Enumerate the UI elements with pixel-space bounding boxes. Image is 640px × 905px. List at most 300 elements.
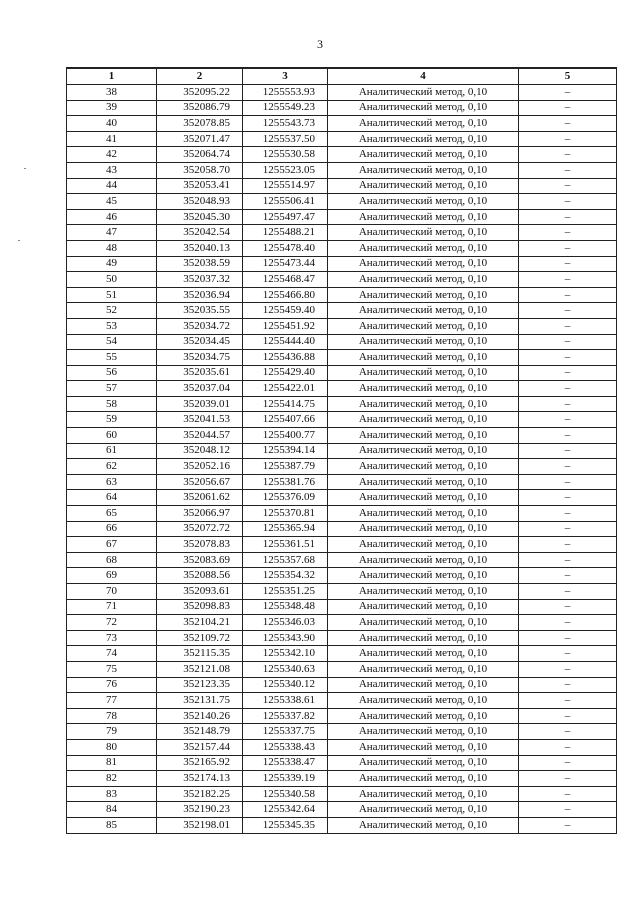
point-number-cell: 50 xyxy=(67,272,157,288)
table-row xyxy=(67,506,617,522)
note-cell: – xyxy=(519,771,617,787)
note-cell: – xyxy=(519,256,617,272)
table-row xyxy=(67,428,617,444)
table-row xyxy=(67,724,617,740)
method-cell: Аналитический метод, 0,10 xyxy=(328,459,519,475)
note-cell: – xyxy=(519,677,617,693)
table-row xyxy=(67,568,617,584)
table-row xyxy=(67,474,617,490)
method-cell: Аналитический метод, 0,10 xyxy=(328,85,519,101)
method-cell: Аналитический метод, 0,10 xyxy=(328,381,519,397)
point-number-cell: 75 xyxy=(67,661,157,677)
method-cell: Аналитический метод, 0,10 xyxy=(328,521,519,537)
y-coordinate-cell: 1255361.51 xyxy=(243,537,328,553)
method-cell: Аналитический метод, 0,10 xyxy=(328,428,519,444)
table-row xyxy=(67,490,617,506)
note-cell: – xyxy=(519,272,617,288)
point-number-cell: 77 xyxy=(67,693,157,709)
table-row xyxy=(67,615,617,631)
table-row xyxy=(67,194,617,210)
y-coordinate-cell: 1255351.25 xyxy=(243,584,328,600)
x-coordinate-cell: 352052.16 xyxy=(157,459,243,475)
y-coordinate-cell: 1255459.40 xyxy=(243,303,328,319)
method-cell: Аналитический метод, 0,10 xyxy=(328,584,519,600)
point-number-cell: 66 xyxy=(67,521,157,537)
method-cell: Аналитический метод, 0,10 xyxy=(328,443,519,459)
method-cell: Аналитический метод, 0,10 xyxy=(328,131,519,147)
note-cell: – xyxy=(519,646,617,662)
y-coordinate-cell: 1255514.97 xyxy=(243,178,328,194)
note-cell: – xyxy=(519,396,617,412)
method-cell: Аналитический метод, 0,10 xyxy=(328,490,519,506)
method-cell: Аналитический метод, 0,10 xyxy=(328,615,519,631)
table-row xyxy=(67,209,617,225)
y-coordinate-cell: 1255422.01 xyxy=(243,381,328,397)
x-coordinate-cell: 352042.54 xyxy=(157,225,243,241)
y-coordinate-cell: 1255553.93 xyxy=(243,85,328,101)
y-coordinate-cell: 1255478.40 xyxy=(243,240,328,256)
y-coordinate-cell: 1255338.47 xyxy=(243,755,328,771)
x-coordinate-cell: 352140.26 xyxy=(157,708,243,724)
method-cell: Аналитический метод, 0,10 xyxy=(328,630,519,646)
point-number-cell: 57 xyxy=(67,381,157,397)
table-row xyxy=(67,630,617,646)
y-coordinate-cell: 1255537.50 xyxy=(243,131,328,147)
x-coordinate-cell: 352198.01 xyxy=(157,817,243,833)
y-coordinate-cell: 1255381.76 xyxy=(243,474,328,490)
method-cell: Аналитический метод, 0,10 xyxy=(328,287,519,303)
x-coordinate-cell: 352056.67 xyxy=(157,474,243,490)
y-coordinate-cell: 1255451.92 xyxy=(243,318,328,334)
x-coordinate-cell: 352053.41 xyxy=(157,178,243,194)
point-number-cell: 61 xyxy=(67,443,157,459)
table-row xyxy=(67,537,617,553)
y-coordinate-cell: 1255338.43 xyxy=(243,739,328,755)
table-row xyxy=(67,786,617,802)
point-number-cell: 52 xyxy=(67,303,157,319)
table-row xyxy=(67,459,617,475)
table-row xyxy=(67,240,617,256)
x-coordinate-cell: 352190.23 xyxy=(157,802,243,818)
coordinates-table xyxy=(66,67,617,834)
point-number-cell: 47 xyxy=(67,225,157,241)
x-coordinate-cell: 352115.35 xyxy=(157,646,243,662)
table-row xyxy=(67,365,617,381)
x-coordinate-cell: 352034.75 xyxy=(157,350,243,366)
table-row xyxy=(67,646,617,662)
method-cell: Аналитический метод, 0,10 xyxy=(328,771,519,787)
method-cell: Аналитический метод, 0,10 xyxy=(328,739,519,755)
note-cell: – xyxy=(519,303,617,319)
method-cell: Аналитический метод, 0,10 xyxy=(328,147,519,163)
point-number-cell: 82 xyxy=(67,771,157,787)
method-cell: Аналитический метод, 0,10 xyxy=(328,162,519,178)
y-coordinate-cell: 1255337.75 xyxy=(243,724,328,740)
x-coordinate-cell: 352104.21 xyxy=(157,615,243,631)
y-coordinate-cell: 1255387.79 xyxy=(243,459,328,475)
header-col-3: 3 xyxy=(243,68,328,85)
note-cell: – xyxy=(519,615,617,631)
x-coordinate-cell: 352045.30 xyxy=(157,209,243,225)
table-row xyxy=(67,412,617,428)
x-coordinate-cell: 352040.13 xyxy=(157,240,243,256)
note-cell: – xyxy=(519,786,617,802)
method-cell: Аналитический метод, 0,10 xyxy=(328,802,519,818)
note-cell: – xyxy=(519,131,617,147)
note-cell: – xyxy=(519,739,617,755)
x-coordinate-cell: 352039.01 xyxy=(157,396,243,412)
note-cell: – xyxy=(519,802,617,818)
table-row xyxy=(67,381,617,397)
table-row xyxy=(67,739,617,755)
table-row xyxy=(67,85,617,101)
note-cell: – xyxy=(519,240,617,256)
table-row xyxy=(67,303,617,319)
method-cell: Аналитический метод, 0,10 xyxy=(328,599,519,615)
table-row xyxy=(67,256,617,272)
header-col-2: 2 xyxy=(157,68,243,85)
note-cell: – xyxy=(519,459,617,475)
note-cell: – xyxy=(519,428,617,444)
point-number-cell: 49 xyxy=(67,256,157,272)
note-cell: – xyxy=(519,334,617,350)
table-row xyxy=(67,521,617,537)
point-number-cell: 71 xyxy=(67,599,157,615)
table-row xyxy=(67,708,617,724)
table-row xyxy=(67,147,617,163)
point-number-cell: 56 xyxy=(67,365,157,381)
point-number-cell: 55 xyxy=(67,350,157,366)
point-number-cell: 76 xyxy=(67,677,157,693)
note-cell: – xyxy=(519,147,617,163)
table-row xyxy=(67,350,617,366)
page-number: 3 xyxy=(317,37,323,51)
x-coordinate-cell: 352088.56 xyxy=(157,568,243,584)
x-coordinate-cell: 352093.61 xyxy=(157,584,243,600)
point-number-cell: 62 xyxy=(67,459,157,475)
point-number-cell: 84 xyxy=(67,802,157,818)
y-coordinate-cell: 1255414.75 xyxy=(243,396,328,412)
y-coordinate-cell: 1255488.21 xyxy=(243,225,328,241)
table-row xyxy=(67,677,617,693)
y-coordinate-cell: 1255549.23 xyxy=(243,100,328,116)
point-number-cell: 72 xyxy=(67,615,157,631)
note-cell: – xyxy=(519,100,617,116)
note-cell: – xyxy=(519,661,617,677)
point-number-cell: 74 xyxy=(67,646,157,662)
point-number-cell: 44 xyxy=(67,178,157,194)
point-number-cell: 59 xyxy=(67,412,157,428)
x-coordinate-cell: 352095.22 xyxy=(157,85,243,101)
y-coordinate-cell: 1255346.03 xyxy=(243,615,328,631)
note-cell: – xyxy=(519,537,617,553)
point-number-cell: 60 xyxy=(67,428,157,444)
table-row xyxy=(67,599,617,615)
point-number-cell: 70 xyxy=(67,584,157,600)
y-coordinate-cell: 1255357.68 xyxy=(243,552,328,568)
method-cell: Аналитический метод, 0,10 xyxy=(328,116,519,132)
x-coordinate-cell: 352121.08 xyxy=(157,661,243,677)
y-coordinate-cell: 1255407.66 xyxy=(243,412,328,428)
scan-speck xyxy=(18,240,20,241)
note-cell: – xyxy=(519,817,617,833)
method-cell: Аналитический метод, 0,10 xyxy=(328,568,519,584)
method-cell: Аналитический метод, 0,10 xyxy=(328,817,519,833)
point-number-cell: 85 xyxy=(67,817,157,833)
y-coordinate-cell: 1255348.48 xyxy=(243,599,328,615)
point-number-cell: 78 xyxy=(67,708,157,724)
table-row xyxy=(67,661,617,677)
x-coordinate-cell: 352098.83 xyxy=(157,599,243,615)
table-row xyxy=(67,116,617,132)
point-number-cell: 40 xyxy=(67,116,157,132)
note-cell: – xyxy=(519,287,617,303)
point-number-cell: 45 xyxy=(67,194,157,210)
note-cell: – xyxy=(519,178,617,194)
table-row xyxy=(67,272,617,288)
point-number-cell: 39 xyxy=(67,100,157,116)
note-cell: – xyxy=(519,381,617,397)
table-row xyxy=(67,334,617,350)
point-number-cell: 63 xyxy=(67,474,157,490)
note-cell: – xyxy=(519,506,617,522)
point-number-cell: 58 xyxy=(67,396,157,412)
x-coordinate-cell: 352041.53 xyxy=(157,412,243,428)
method-cell: Аналитический метод, 0,10 xyxy=(328,396,519,412)
y-coordinate-cell: 1255394.14 xyxy=(243,443,328,459)
point-number-cell: 79 xyxy=(67,724,157,740)
table-row xyxy=(67,817,617,833)
x-coordinate-cell: 352048.12 xyxy=(157,443,243,459)
table-row xyxy=(67,287,617,303)
note-cell: – xyxy=(519,85,617,101)
x-coordinate-cell: 352064.74 xyxy=(157,147,243,163)
x-coordinate-cell: 352083.69 xyxy=(157,552,243,568)
y-coordinate-cell: 1255340.63 xyxy=(243,661,328,677)
point-number-cell: 48 xyxy=(67,240,157,256)
method-cell: Аналитический метод, 0,10 xyxy=(328,786,519,802)
x-coordinate-cell: 352072.72 xyxy=(157,521,243,537)
table-row xyxy=(67,771,617,787)
y-coordinate-cell: 1255365.94 xyxy=(243,521,328,537)
x-coordinate-cell: 352165.92 xyxy=(157,755,243,771)
method-cell: Аналитический метод, 0,10 xyxy=(328,506,519,522)
table-row xyxy=(67,162,617,178)
point-number-cell: 68 xyxy=(67,552,157,568)
note-cell: – xyxy=(519,755,617,771)
y-coordinate-cell: 1255400.77 xyxy=(243,428,328,444)
method-cell: Аналитический метод, 0,10 xyxy=(328,256,519,272)
point-number-cell: 54 xyxy=(67,334,157,350)
y-coordinate-cell: 1255429.40 xyxy=(243,365,328,381)
point-number-cell: 83 xyxy=(67,786,157,802)
point-number-cell: 69 xyxy=(67,568,157,584)
y-coordinate-cell: 1255339.19 xyxy=(243,771,328,787)
note-cell: – xyxy=(519,209,617,225)
note-cell: – xyxy=(519,474,617,490)
y-coordinate-cell: 1255436.88 xyxy=(243,350,328,366)
table-row xyxy=(67,225,617,241)
y-coordinate-cell: 1255340.12 xyxy=(243,677,328,693)
method-cell: Аналитический метод, 0,10 xyxy=(328,272,519,288)
table-row xyxy=(67,100,617,116)
point-number-cell: 42 xyxy=(67,147,157,163)
method-cell: Аналитический метод, 0,10 xyxy=(328,350,519,366)
method-cell: Аналитический метод, 0,10 xyxy=(328,365,519,381)
note-cell: – xyxy=(519,599,617,615)
point-number-cell: 81 xyxy=(67,755,157,771)
x-coordinate-cell: 352035.61 xyxy=(157,365,243,381)
y-coordinate-cell: 1255343.90 xyxy=(243,630,328,646)
table-row xyxy=(67,755,617,771)
method-cell: Аналитический метод, 0,10 xyxy=(328,724,519,740)
method-cell: Аналитический метод, 0,10 xyxy=(328,708,519,724)
x-coordinate-cell: 352058.70 xyxy=(157,162,243,178)
point-number-cell: 51 xyxy=(67,287,157,303)
point-number-cell: 67 xyxy=(67,537,157,553)
x-coordinate-cell: 352109.72 xyxy=(157,630,243,646)
method-cell: Аналитический метод, 0,10 xyxy=(328,693,519,709)
y-coordinate-cell: 1255473.44 xyxy=(243,256,328,272)
x-coordinate-cell: 352157.44 xyxy=(157,739,243,755)
x-coordinate-cell: 352034.45 xyxy=(157,334,243,350)
method-cell: Аналитический метод, 0,10 xyxy=(328,661,519,677)
x-coordinate-cell: 352035.55 xyxy=(157,303,243,319)
y-coordinate-cell: 1255342.64 xyxy=(243,802,328,818)
y-coordinate-cell: 1255468.47 xyxy=(243,272,328,288)
table-row xyxy=(67,396,617,412)
point-number-cell: 73 xyxy=(67,630,157,646)
y-coordinate-cell: 1255444.40 xyxy=(243,334,328,350)
table-row xyxy=(67,178,617,194)
y-coordinate-cell: 1255543.73 xyxy=(243,116,328,132)
y-coordinate-cell: 1255370.81 xyxy=(243,506,328,522)
y-coordinate-cell: 1255506.41 xyxy=(243,194,328,210)
y-coordinate-cell: 1255345.35 xyxy=(243,817,328,833)
point-number-cell: 80 xyxy=(67,739,157,755)
y-coordinate-cell: 1255523.05 xyxy=(243,162,328,178)
method-cell: Аналитический метод, 0,10 xyxy=(328,474,519,490)
method-cell: Аналитический метод, 0,10 xyxy=(328,209,519,225)
x-coordinate-cell: 352148.79 xyxy=(157,724,243,740)
note-cell: – xyxy=(519,490,617,506)
method-cell: Аналитический метод, 0,10 xyxy=(328,194,519,210)
y-coordinate-cell: 1255466.80 xyxy=(243,287,328,303)
x-coordinate-cell: 352131.75 xyxy=(157,693,243,709)
note-cell: – xyxy=(519,521,617,537)
x-coordinate-cell: 352078.83 xyxy=(157,537,243,553)
method-cell: Аналитический метод, 0,10 xyxy=(328,334,519,350)
y-coordinate-cell: 1255497.47 xyxy=(243,209,328,225)
note-cell: – xyxy=(519,552,617,568)
table-row xyxy=(67,693,617,709)
method-cell: Аналитический метод, 0,10 xyxy=(328,537,519,553)
y-coordinate-cell: 1255530.58 xyxy=(243,147,328,163)
point-number-cell: 53 xyxy=(67,318,157,334)
scan-speck xyxy=(24,168,26,169)
note-cell: – xyxy=(519,412,617,428)
point-number-cell: 38 xyxy=(67,85,157,101)
x-coordinate-cell: 352078.85 xyxy=(157,116,243,132)
table-row xyxy=(67,552,617,568)
x-coordinate-cell: 352174.13 xyxy=(157,771,243,787)
method-cell: Аналитический метод, 0,10 xyxy=(328,412,519,428)
x-coordinate-cell: 352034.72 xyxy=(157,318,243,334)
note-cell: – xyxy=(519,225,617,241)
y-coordinate-cell: 1255354.32 xyxy=(243,568,328,584)
table-row xyxy=(67,443,617,459)
x-coordinate-cell: 352071.47 xyxy=(157,131,243,147)
point-number-cell: 46 xyxy=(67,209,157,225)
point-number-cell: 64 xyxy=(67,490,157,506)
point-number-cell: 41 xyxy=(67,131,157,147)
note-cell: – xyxy=(519,724,617,740)
table-header xyxy=(67,68,617,85)
table-row xyxy=(67,802,617,818)
note-cell: – xyxy=(519,116,617,132)
method-cell: Аналитический метод, 0,10 xyxy=(328,646,519,662)
x-coordinate-cell: 352061.62 xyxy=(157,490,243,506)
x-coordinate-cell: 352066.97 xyxy=(157,506,243,522)
x-coordinate-cell: 352036.94 xyxy=(157,287,243,303)
header-col-4: 4 xyxy=(328,68,519,85)
y-coordinate-cell: 1255338.61 xyxy=(243,693,328,709)
table-row xyxy=(67,131,617,147)
y-coordinate-cell: 1255342.10 xyxy=(243,646,328,662)
x-coordinate-cell: 352037.04 xyxy=(157,381,243,397)
y-coordinate-cell: 1255376.09 xyxy=(243,490,328,506)
method-cell: Аналитический метод, 0,10 xyxy=(328,303,519,319)
table-body xyxy=(67,85,617,834)
table-row xyxy=(67,318,617,334)
x-coordinate-cell: 352038.59 xyxy=(157,256,243,272)
x-coordinate-cell: 352048.93 xyxy=(157,194,243,210)
y-coordinate-cell: 1255340.58 xyxy=(243,786,328,802)
note-cell: – xyxy=(519,693,617,709)
note-cell: – xyxy=(519,584,617,600)
header-col-1: 1 xyxy=(67,68,157,85)
y-coordinate-cell: 1255337.82 xyxy=(243,708,328,724)
x-coordinate-cell: 352037.32 xyxy=(157,272,243,288)
header-col-5: 5 xyxy=(519,68,617,85)
method-cell: Аналитический метод, 0,10 xyxy=(328,225,519,241)
note-cell: – xyxy=(519,365,617,381)
note-cell: – xyxy=(519,443,617,459)
method-cell: Аналитический метод, 0,10 xyxy=(328,755,519,771)
note-cell: – xyxy=(519,708,617,724)
x-coordinate-cell: 352182.25 xyxy=(157,786,243,802)
table-row xyxy=(67,584,617,600)
x-coordinate-cell: 352086.79 xyxy=(157,100,243,116)
header-row xyxy=(67,68,617,85)
note-cell: – xyxy=(519,630,617,646)
method-cell: Аналитический метод, 0,10 xyxy=(328,178,519,194)
note-cell: – xyxy=(519,568,617,584)
note-cell: – xyxy=(519,350,617,366)
method-cell: Аналитический метод, 0,10 xyxy=(328,677,519,693)
method-cell: Аналитический метод, 0,10 xyxy=(328,240,519,256)
note-cell: – xyxy=(519,162,617,178)
note-cell: – xyxy=(519,194,617,210)
method-cell: Аналитический метод, 0,10 xyxy=(328,100,519,116)
note-cell: – xyxy=(519,318,617,334)
point-number-cell: 43 xyxy=(67,162,157,178)
method-cell: Аналитический метод, 0,10 xyxy=(328,552,519,568)
point-number-cell: 65 xyxy=(67,506,157,522)
x-coordinate-cell: 352123.35 xyxy=(157,677,243,693)
method-cell: Аналитический метод, 0,10 xyxy=(328,318,519,334)
x-coordinate-cell: 352044.57 xyxy=(157,428,243,444)
